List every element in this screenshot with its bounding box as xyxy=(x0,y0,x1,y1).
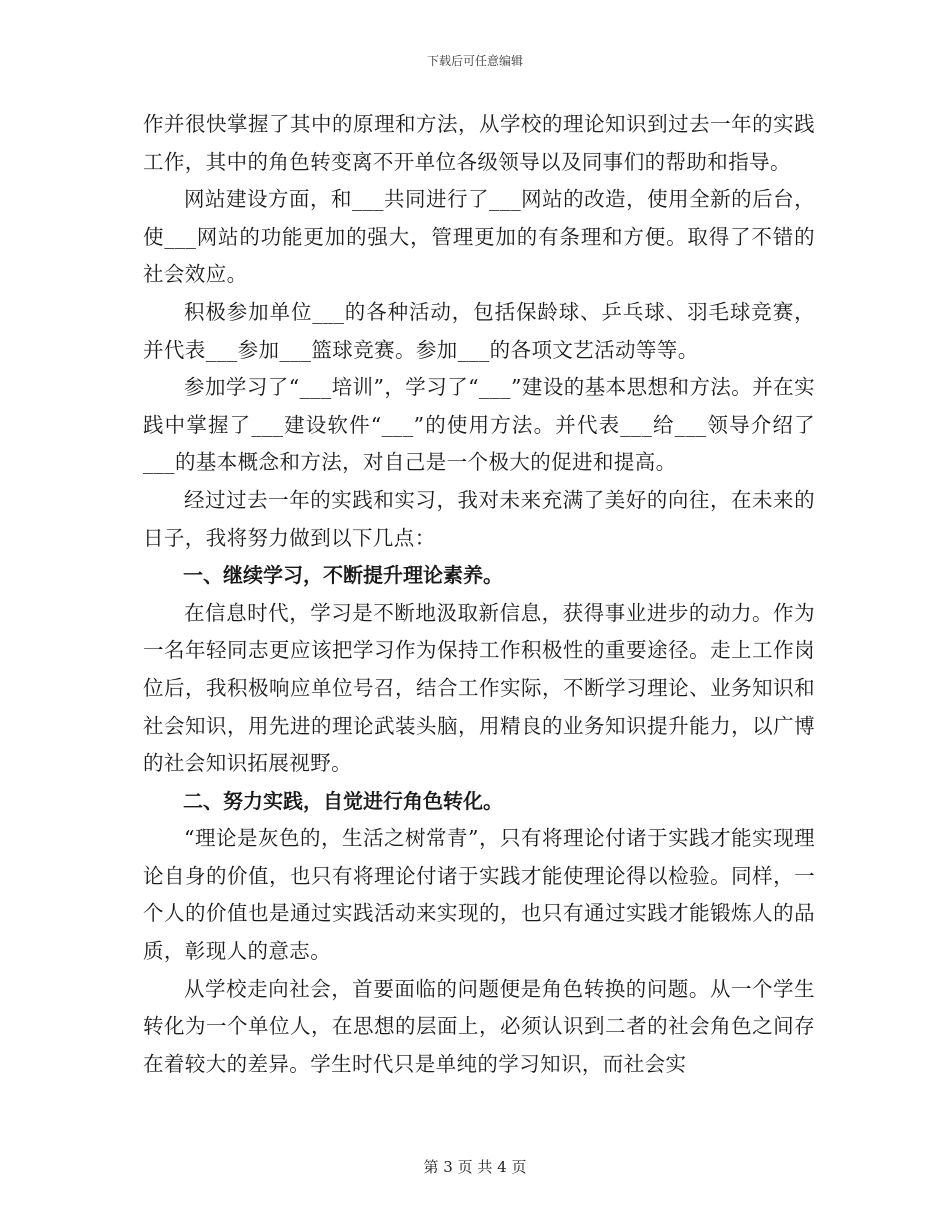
paragraph-8: 从学校走向社会，首要面临的问题便是角色转换的问题。从一个学生转化为一个单位人，在思想的层面上，必须认识到二者的社会角色之间存在着较大的差异。学生时代只是单纯的学习知识，而社会实 xyxy=(143,976,815,1076)
document-body xyxy=(143,106,815,1083)
paragraph-6: 在信息时代，学习是不断地汲取新信息，获得事业进步的动力。作为一名年轻同志更应该把学习作为保持工作积极性的重要途径。走上工作岗位后，我积极响应单位号召，结合工作实际，不断学习理论、业务知识和社会知识，用先进的理论武装头脑，用精良的业务知识提升能力，以广博的社会知识拓展视野。 xyxy=(143,600,815,776)
paragraph-5: 经过过去一年的实践和实习，我对未来充满了美好的向往，在未来的日子，我将努力做到以下几点： xyxy=(143,487,815,550)
paragraph-1: 作并很快掌握了其中的原理和方法，从学校的理论知识到过去一年的实践工作，其中的角色转变离不开单位各级领导以及同事们的帮助和指导。 xyxy=(143,112,815,174)
page-footer: 第 3 页 共 4 页 xyxy=(423,1158,527,1176)
section-heading-1: 一、继续学习，不断提升理论素养。 xyxy=(183,563,503,588)
page-header: 下载后可任意编辑 xyxy=(426,54,523,68)
paragraph-7: “理论是灰色的，生活之树常青”，只有将理论付诸于实践才能实现理论自身的价值，也只有将理论付诸于实践才能使理论得以检验。同样，一个人的价值也是通过实践活动来实现的，也只有通过实践才能锻炼人的品质，彰现人的意志。 xyxy=(143,826,815,964)
paragraph-3: 积极参加单位___的各种活动，包括保龄球、乒乓球、羽毛球竞赛，并代表___参加___篮球竞赛。参加___的各项文艺活动等等。 xyxy=(143,299,815,362)
section-heading-2: 二、努力实践，自觉进行角色转化。 xyxy=(183,788,503,813)
paragraph-4: 参加学习了“___培训”，学习了“___”建设的基本思想和方法。并在实践中掌握了___建设软件“___”的使用方法。并代表___给___领导介绍了___的基本概念和方法，对自己是一个极大的促进和提高。 xyxy=(143,375,815,475)
paragraph-2: 网站建设方面，和___共同进行了___网站的改造，使用全新的后台，使___网站的功能更加的强大，管理更加的有条理和方便。取得了不错的社会效应。 xyxy=(143,187,815,287)
